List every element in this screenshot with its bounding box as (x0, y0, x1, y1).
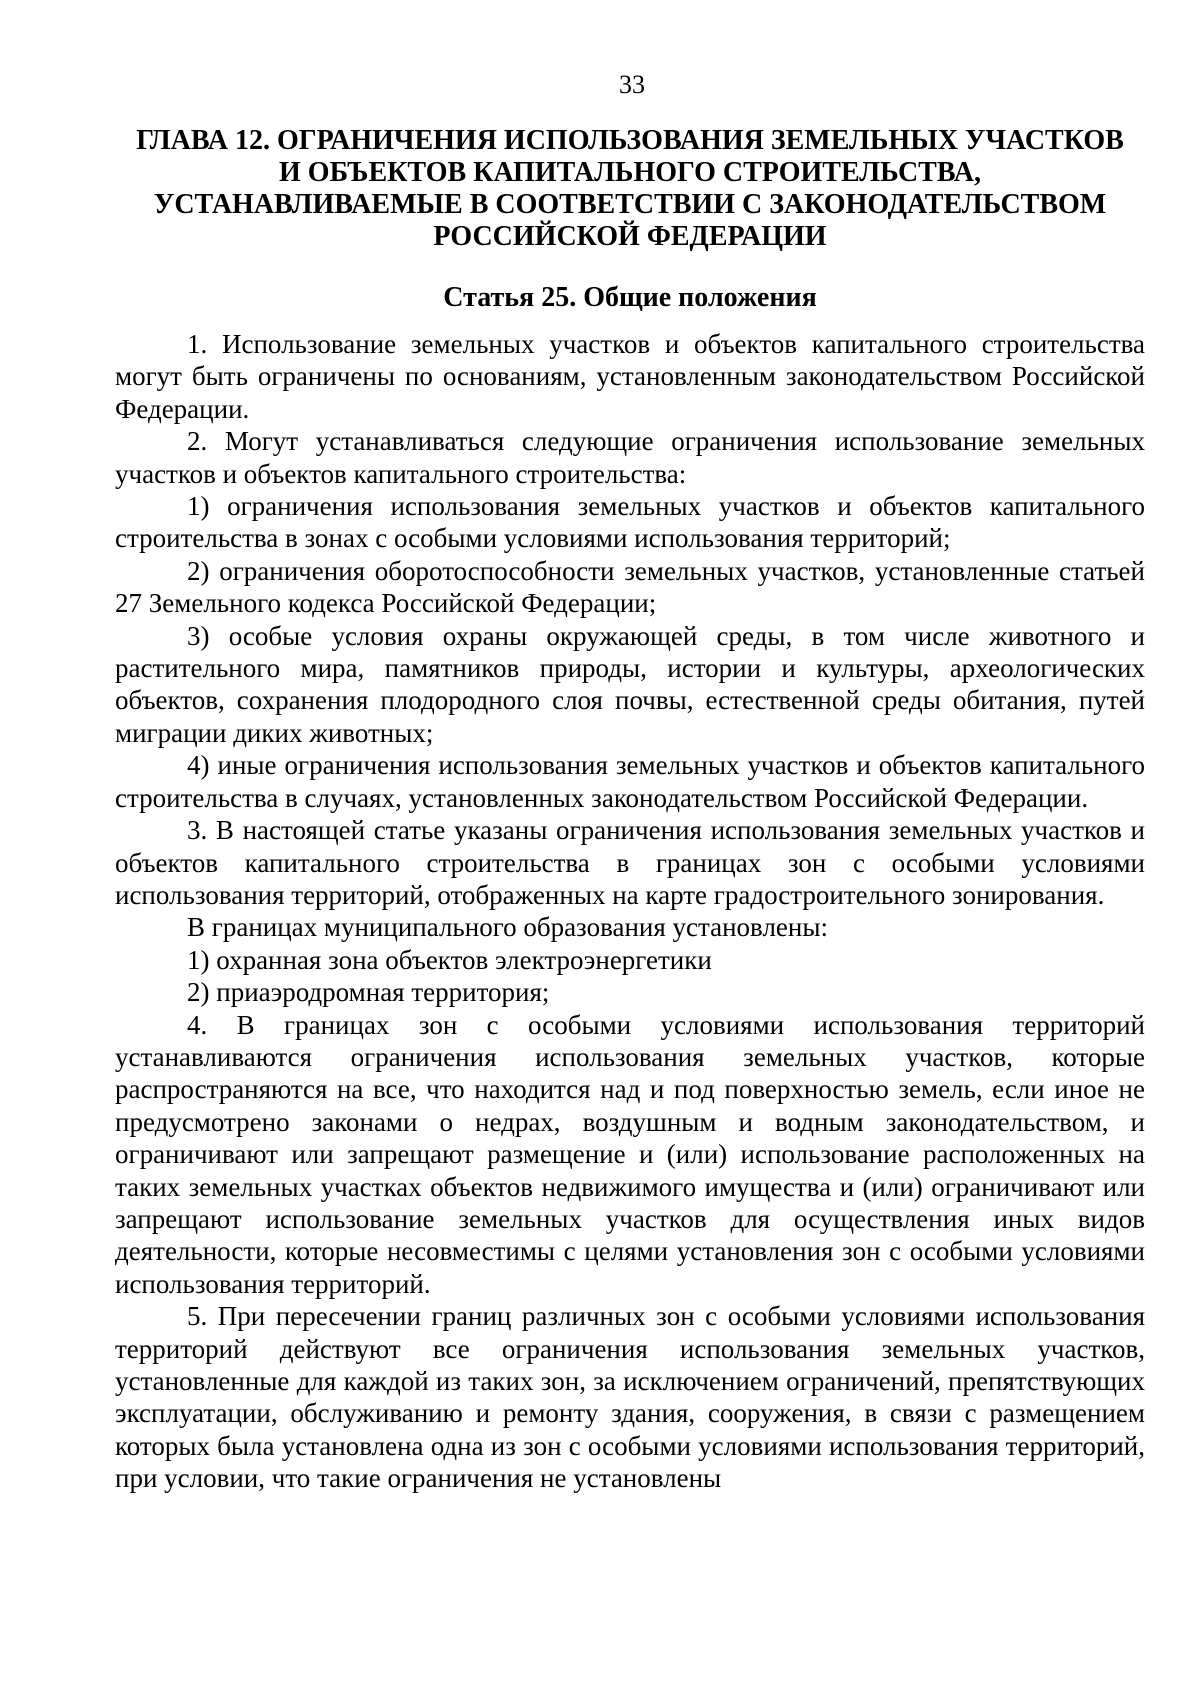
article-title: Статья 25. Общие положения (443, 282, 817, 313)
paragraph: 4. В границах зон с особыми условиями использования территорий устанавливаются ограничения использования земельных участков, которые распространяются на все, что находится над и под поверхностью земель, если иное не предусмотрено законами о недрах, воздушным и водным законодательством, и ограничивают или запрещают размещение и (или) использование расположенных на таких земельных участках объектов недвижимого имущества и (или) ограничивают или запрещают использование земельных участков для осуществления иных видов деятельности, которые несовместимы с целями установления зон с особыми условиями использования территорий. (115, 1009, 1145, 1299)
paragraph: 2. Могут устанавливаться следующие ограничения использование земельных участков и объектов капитального строительства: (115, 426, 1145, 489)
list-item: 2) ограничения оборотоспособности земельных участков, установленные статьей 27 Земельного кодекса Российской Федерации; (115, 555, 1145, 619)
chapter-title-line: ГЛАВА 12. ОГРАНИЧЕНИЯ ИСПОЛЬЗОВАНИЯ ЗЕМЕЛЬНЫХ УЧАСТКОВ (136, 125, 1124, 156)
chapter-title-line: И ОБЪЕКТОВ КАПИТАЛЬНОГО СТРОИТЕЛЬСТВА, (279, 157, 981, 188)
article-body (115, 328, 1145, 1495)
paragraph: 1. Использование земельных участков и объектов капитального строительства могут быть ограничены по основаниям, установленным законодательством Российской Федерации. (115, 329, 1145, 424)
paragraph: В границах муниципального образования установлены: (187, 912, 828, 943)
list-item: 1) охранная зона объектов электроэнергетики (187, 944, 712, 975)
list-item: 2) приаэродромная территория; (187, 977, 550, 1008)
page-number: 33 (619, 70, 645, 99)
list-item: 3) особые условия охраны окружающей среды, в том числе животного и растительного мира, памятников природы, истории и культуры, археологических объектов, сохранения плодородного слоя почвы, естественной среды обитания, путей миграции диких животных; (115, 620, 1145, 748)
chapter-title (115, 125, 1145, 253)
paragraph: 5. При пересечении границ различных зон с особыми условиями использования территорий действуют все ограничения использования земельных участков, установленные для каждой из таких зон, за исключением ограничений, препятствующих эксплуатации, обслуживанию и ремонту здания, сооружения, в связи с размещением которых была установлена одна из зон с особыми условиями использования территорий, при условии, что такие ограничения не установлены (115, 1301, 1145, 1494)
chapter-title-line: РОССИЙСКОЙ ФЕДЕРАЦИИ (433, 221, 827, 252)
list-item: 1) ограничения использования земельных участков и объектов капитального строительства в зонах с особыми условиями использования территорий; (115, 491, 1145, 554)
paragraph: 3. В настоящей статье указаны ограничения использования земельных участков и объектов капитального строительства в границах зон с особыми условиями использования территорий, отображенных на карте градостроительного зонирования. (115, 815, 1145, 910)
chapter-title-line: УСТАНАВЛИВАЕМЫЕ В СООТВЕТСТВИИ С ЗАКОНОДАТЕЛЬСТВОМ (153, 189, 1107, 220)
list-item: 4) иные ограничения использования земельных участков и объектов капитального строительства в случаях, установленных законодательством Российской Федерации. (115, 750, 1145, 813)
